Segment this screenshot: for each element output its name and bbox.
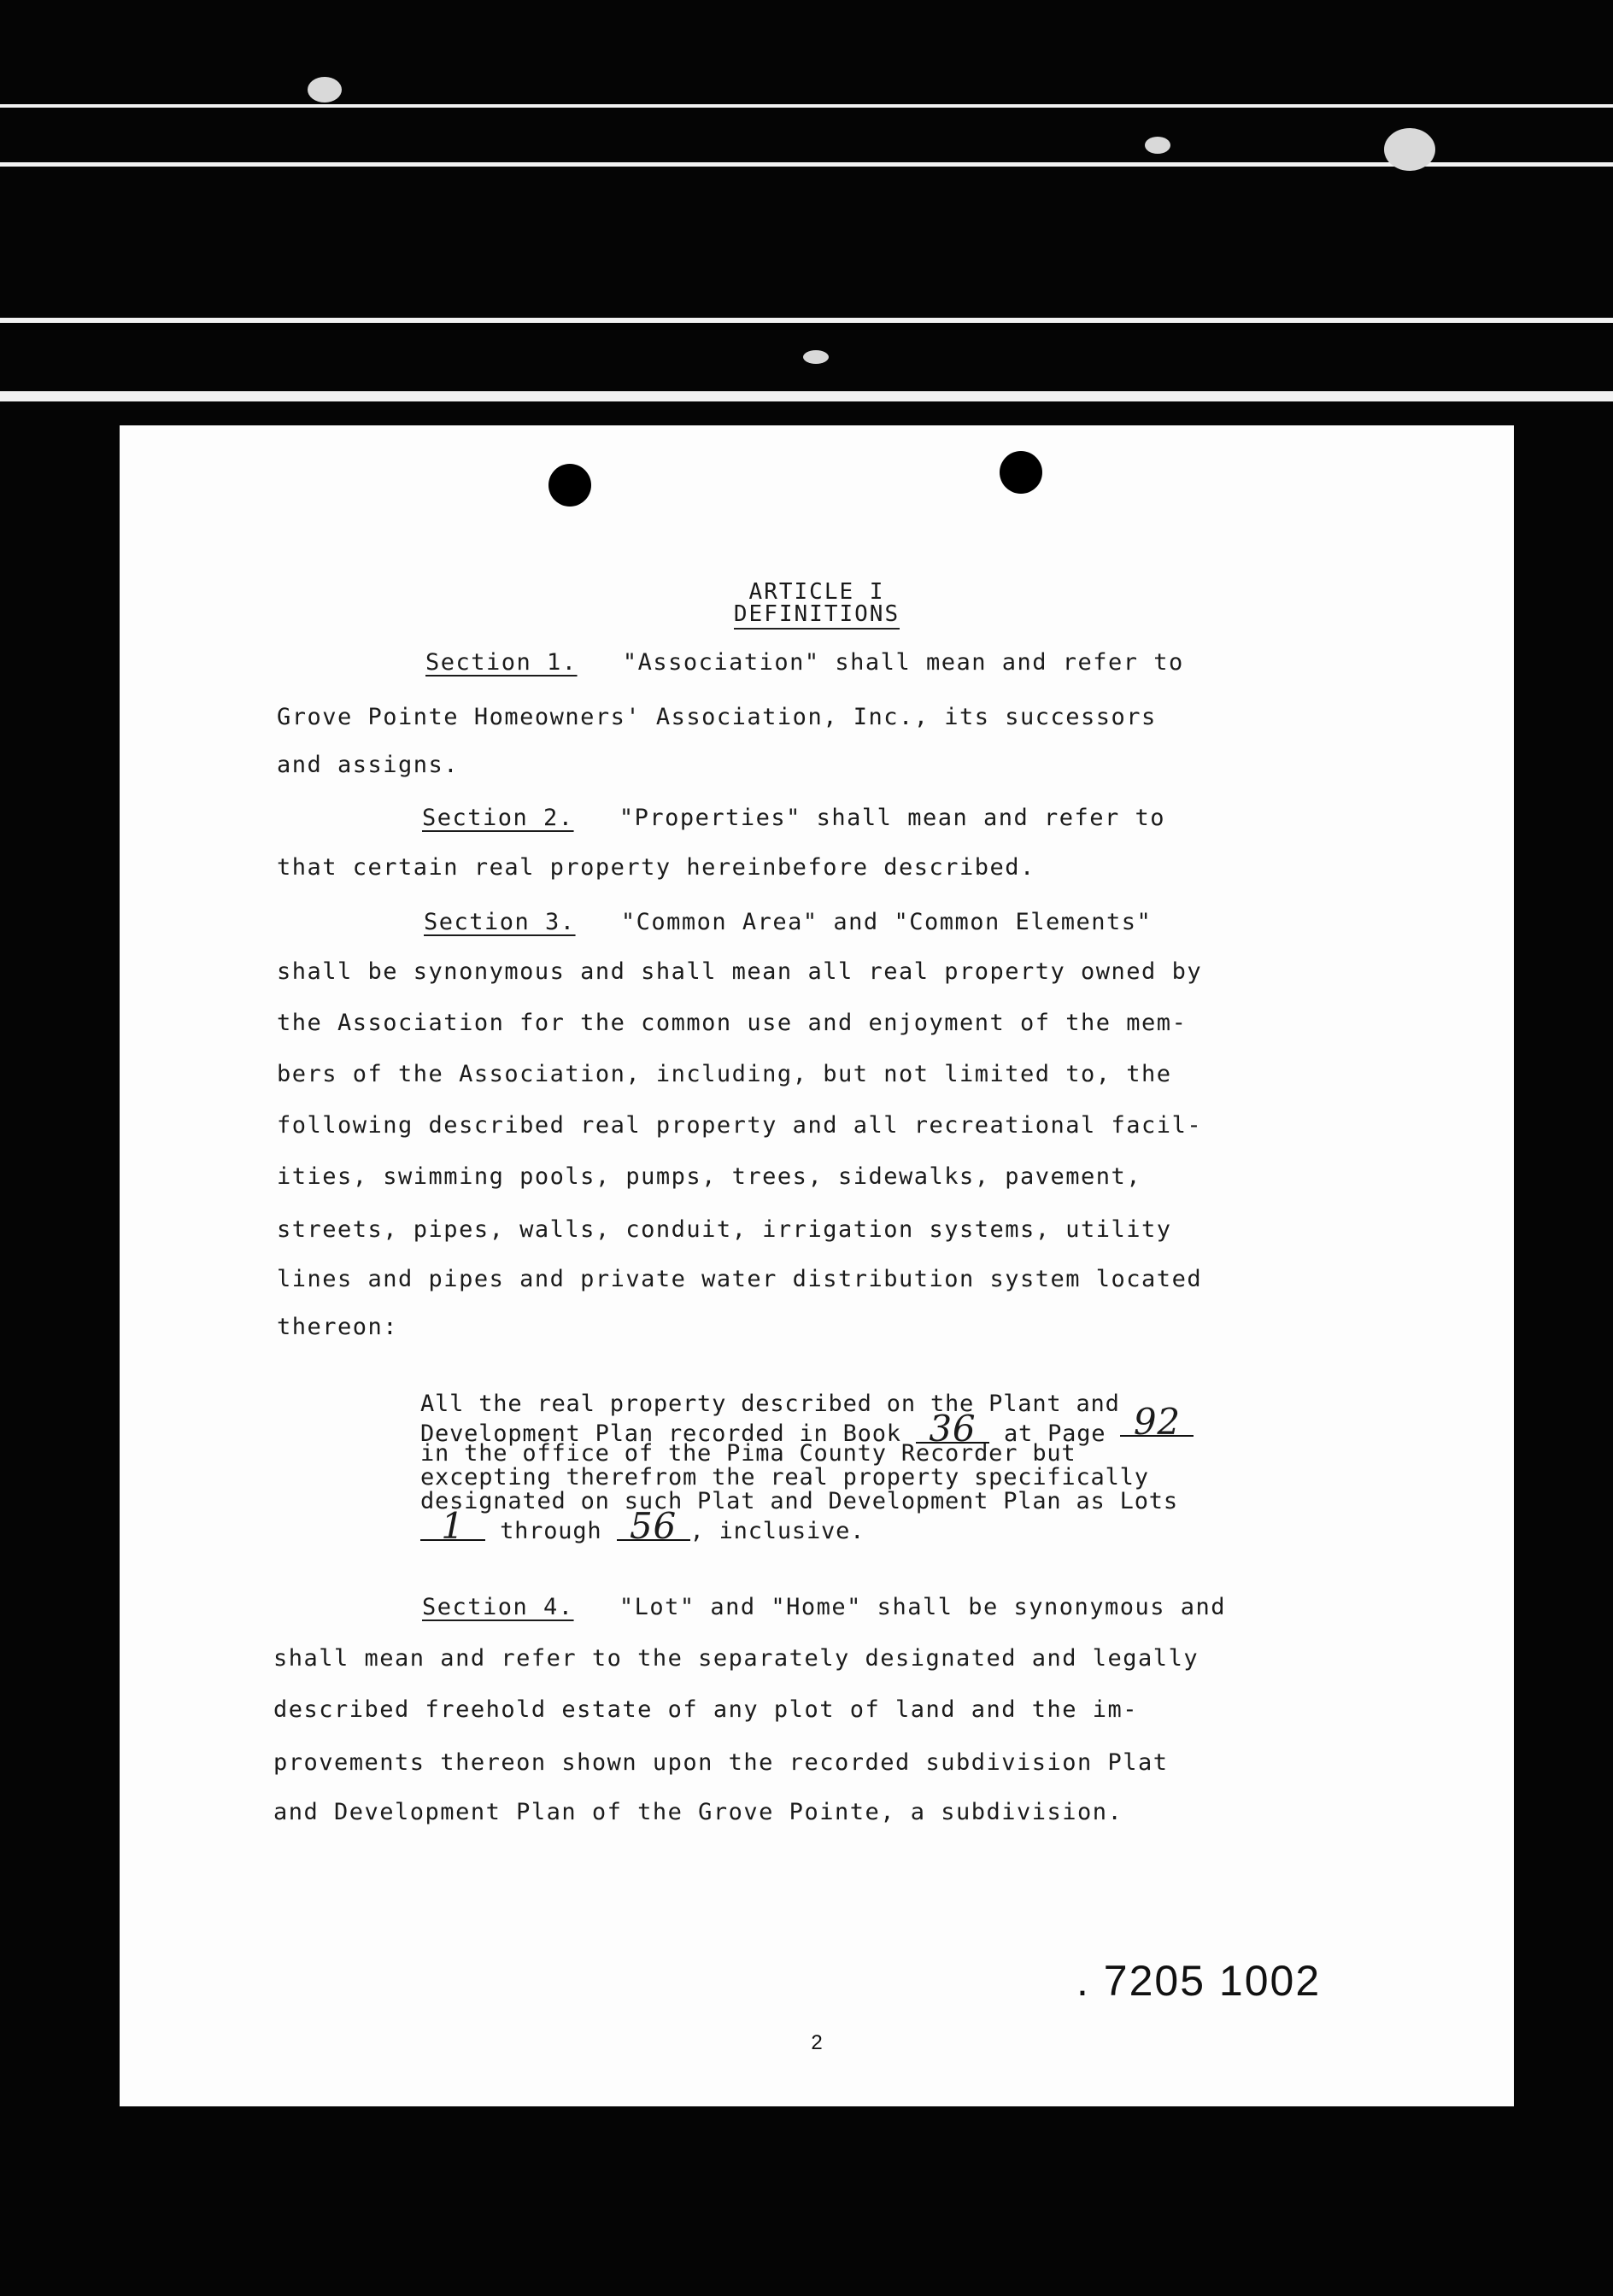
scan-speck xyxy=(803,350,829,364)
property-description-line-2: Development Plan recorded in Book 36 at Page 92 xyxy=(420,1416,1275,1446)
section-4-line-5: and Development Plan of the Grove Pointe, a subdivision. xyxy=(273,1799,1123,1825)
section-3-line-1 xyxy=(424,909,1152,935)
section-3-line-6: ities, swimming pools, pumps, trees, sidewalks, pavement, xyxy=(277,1163,1142,1190)
section-3-line-9: thereon: xyxy=(277,1314,399,1340)
property-description-line-6: 1 through 56 , inclusive. xyxy=(420,1514,1275,1543)
document-page xyxy=(120,425,1514,2106)
scan-speck xyxy=(1145,137,1170,154)
property-description-line-4: excepting therefrom the real property specifically xyxy=(420,1464,1149,1491)
property-description-line-3: in the office of the Pima County Recorder but xyxy=(420,1440,1076,1467)
section-2-label: Section 2. xyxy=(422,805,574,831)
section-1-line-1 xyxy=(425,649,1184,676)
article-subtitle: DEFINITIONS xyxy=(120,601,1514,627)
property-description-line-1: All the real property described on the Plant and xyxy=(420,1391,1120,1417)
section-1-line-3: and assigns. xyxy=(277,752,460,778)
section-2-line-1 xyxy=(422,805,1165,831)
section-3-line-8: lines and pipes and private water distribution system located xyxy=(277,1266,1203,1292)
section-4-line-4: provements thereon shown upon the recorded subdivision Plat xyxy=(273,1749,1169,1776)
section-4-label: Section 4. xyxy=(422,1594,574,1620)
section-2-text: "Properties" shall mean and refer to xyxy=(619,805,1166,831)
section-3-label: Section 3. xyxy=(424,909,576,935)
section-1-line-2: Grove Pointe Homeowners' Association, Inc., its successors xyxy=(277,704,1157,730)
section-1-text: "Association" shall mean and refer to xyxy=(622,649,1184,676)
section-3-text: "Common Area" and "Common Elements" xyxy=(620,909,1153,935)
section-1-label: Section 1. xyxy=(425,649,578,676)
section-4-text: "Lot" and "Home" shall be synonymous and xyxy=(619,1594,1227,1620)
lot-to-handwritten: 56 xyxy=(617,1514,690,1541)
section-3-line-2: shall be synonymous and shall mean all real property owned by xyxy=(277,958,1203,985)
section-4-line-1 xyxy=(422,1594,1226,1620)
punch-hole xyxy=(1000,451,1042,494)
lot-from-handwritten: 1 xyxy=(420,1514,485,1541)
scan-speck xyxy=(1384,128,1435,171)
section-3-line-3: the Association for the common use and enjoyment of the mem- xyxy=(277,1010,1188,1036)
article-title: ARTICLE I xyxy=(748,579,885,605)
section-4-line-3: described freehold estate of any plot of land and the im- xyxy=(273,1696,1139,1723)
scan-artifact-band xyxy=(0,318,1613,323)
page-number-handwritten: 92 xyxy=(1120,1409,1194,1437)
section-2-line-2: that certain real property hereinbefore described. xyxy=(277,854,1035,881)
section-3-line-5: following described real property and all recreational facil- xyxy=(277,1112,1203,1139)
property-description-line-5: designated on such Plat and Development Plan as Lots xyxy=(420,1488,1178,1514)
section-4-line-2: shall mean and refer to the separately designated and legally xyxy=(273,1645,1199,1672)
page-number: 2 xyxy=(811,2031,823,2054)
recording-number: . 7205 1002 xyxy=(1076,1957,1322,2005)
section-3-line-4: bers of the Association, including, but not limited to, the xyxy=(277,1061,1172,1087)
scan-artifact-band xyxy=(0,162,1613,167)
scan-artifact-band xyxy=(0,104,1613,108)
section-3-line-7: streets, pipes, walls, conduit, irrigation systems, utility xyxy=(277,1216,1172,1243)
scan-artifact-band xyxy=(0,391,1613,401)
book-number-handwritten: 36 xyxy=(916,1416,989,1444)
punch-hole xyxy=(548,464,591,507)
scan-speck xyxy=(308,77,342,102)
